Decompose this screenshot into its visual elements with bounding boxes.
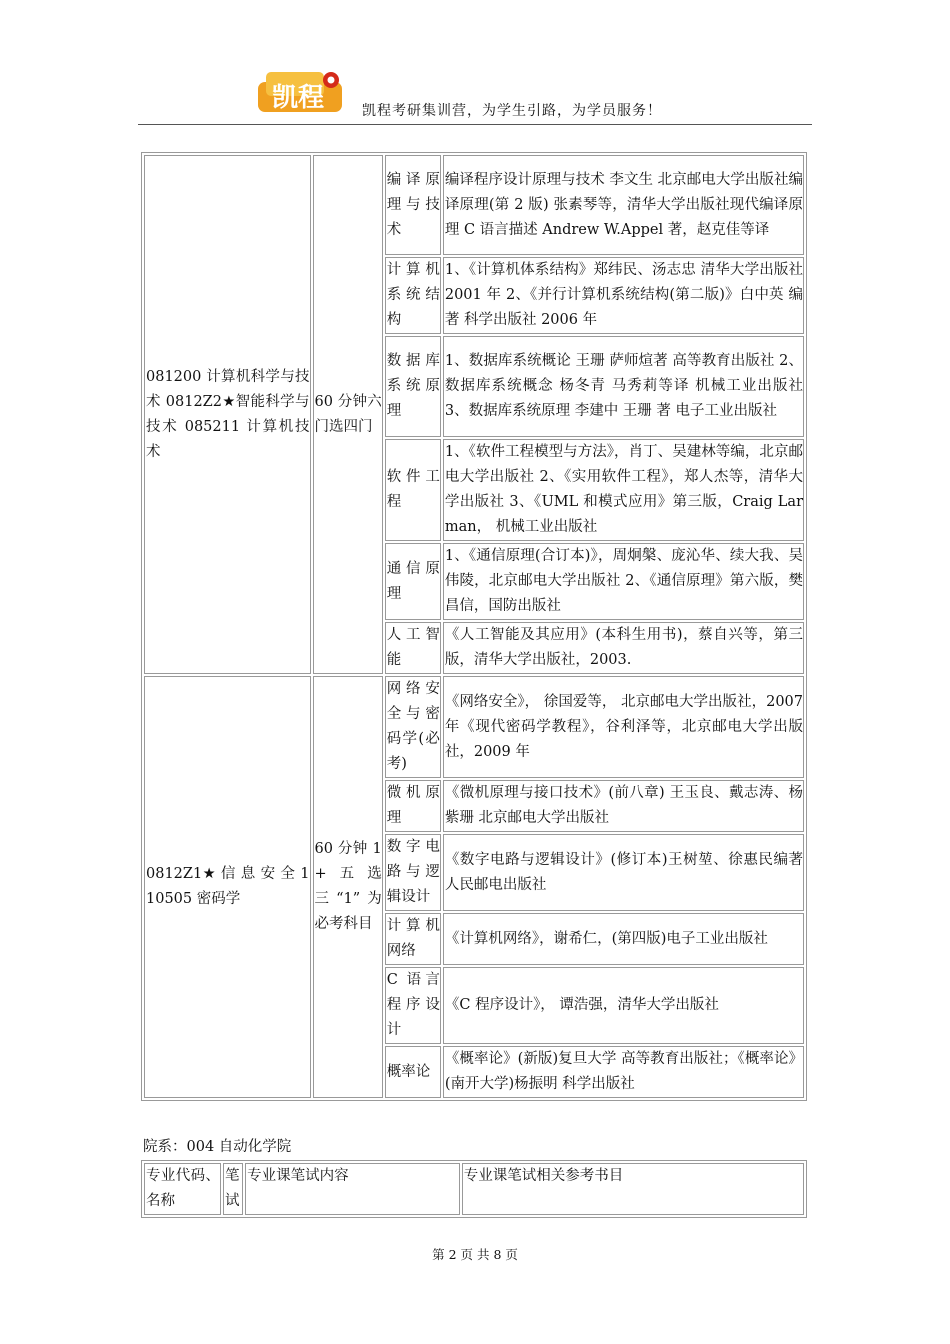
subject-cell: 计算机网络 [385, 913, 441, 965]
subject-cell: 数据库系统原理 [385, 336, 441, 437]
svg-text:凯程: 凯程 [271, 83, 325, 113]
kaicheng-logo [256, 64, 344, 118]
books-cell: 1、《软件工程模型与方法》，肖丁、吴建林等编，北京邮电大学出版社 2、《实用软件工程》，郑人杰等，清华大学出版社 3、《UML 和模式应用》第三版，Craig Larman， 机械工业出版社 [443, 439, 804, 541]
subject-cell: 通信原理 [385, 543, 441, 620]
table-row [144, 155, 804, 255]
subject-cell: 微机原理 [385, 780, 441, 832]
books-cell: 编译程序设计原理与技术 李文生 北京邮电大学出版社编译原理(第 2 版) 张素琴等，清华大学出版社现代编译原理 C 语言描述 Andrew W.Appel 著，赵克佳等译 [443, 155, 804, 255]
subject-cell: 人工智能 [385, 622, 441, 674]
books-cell: 1、《通信原理(合订本)》，周炯槃、庞沁华、续大我、吴伟陵，北京邮电大学出版社 2、《通信原理》第六版，樊昌信，国防出版社 [443, 543, 804, 620]
subject-cell: 数字电路与逻辑设计 [385, 834, 441, 911]
department-heading: 院系：004 自动化学院 [143, 1139, 292, 1155]
books-cell: 《C 程序设计》， 谭浩强，清华大学出版社 [443, 967, 804, 1044]
books-cell: 《数字电路与逻辑设计》(修订本)王树堃、徐惠民编著 人民邮电出版社 [443, 834, 804, 911]
subject-cell: 网络安全与密码学(必考) [385, 676, 441, 778]
subject-cell: 软件工程 [385, 439, 441, 541]
books-cell: 1、数据库系统概论 王珊 萨师煊著 高等教育出版社 2、数据库系统概念 杨冬青 马秀莉等译 机械工业出版社 3、数据库系统原理 李建中 王珊 著 电子工业出版社 [443, 336, 804, 437]
exam-format-cell: 60 分钟六门选四门 [313, 155, 383, 674]
subject-cell: 计算机系统结构 [385, 257, 441, 334]
table-header-row [144, 1163, 804, 1215]
books-cell: 《人工智能及其应用》(本科生用书)，蔡自兴等，第三版，清华大学出版社，2003. [443, 622, 804, 674]
exam-subjects-table [141, 152, 807, 1101]
subject-cell: C 语言程序设计 [385, 967, 441, 1044]
page-header [138, 62, 812, 125]
books-cell: 1、《计算机体系结构》郑纬民、汤志忠 清华大学出版社 2001 年 2、《并行计算机系统结构(第二版)》白中英 编著 科学出版社 2006 年 [443, 257, 804, 334]
column-header: 笔试 [223, 1163, 243, 1215]
column-header: 专业课笔试内容 [245, 1163, 460, 1215]
page-footer: 第 2 页 共 8 页 [432, 1247, 518, 1262]
major-cell: 0812Z1★ 信 息 安 全 110505 密码学 [144, 676, 311, 1098]
books-cell: 《概率论》(新版)复旦大学 高等教育出版社；《概率论》(南开大学)杨振明 科学出版社 [443, 1046, 804, 1098]
exam-format-cell: 60 分钟 1+五选三“1”为必考科目 [313, 676, 383, 1098]
subject-cell: 编译原理与技术 [385, 155, 441, 255]
books-cell: 《微机原理与接口技术》(前八章) 王玉良、戴志涛、杨紫珊 北京邮电大学出版社 [443, 780, 804, 832]
header-slogan: 凯程考研集训营，为学生引路，为学员服务！ [362, 103, 662, 119]
books-cell: 《网络安全》， 徐国爱等， 北京邮电大学出版社，2007 年《现代密码学教程》，谷利泽等，北京邮电大学出版社，2009 年 [443, 676, 804, 778]
column-header: 专业课笔试相关参考书目 [462, 1163, 804, 1215]
major-cell: 081200 计算机科学与技术 0812Z2★智能科学与技术 085211 计算机技术 [144, 155, 311, 674]
subject-cell: 概率论 [385, 1046, 441, 1098]
table-row [144, 676, 804, 778]
department-header-table [141, 1160, 807, 1218]
column-header: 专业代码、名称 [144, 1163, 221, 1215]
books-cell: 《计算机网络》，谢希仁，(第四版)电子工业出版社 [443, 913, 804, 965]
